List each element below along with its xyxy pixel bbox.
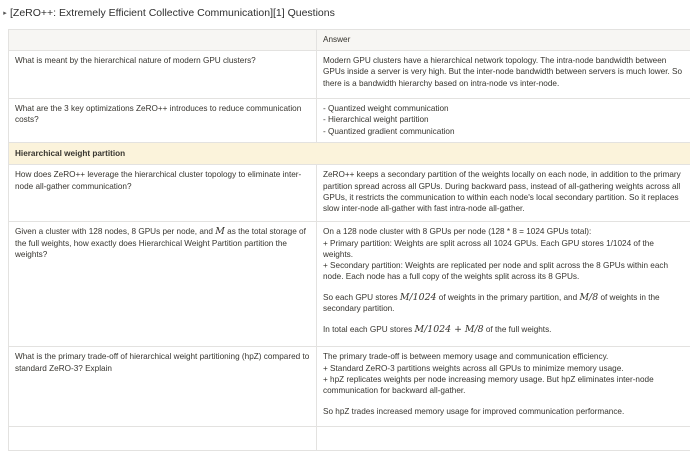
answer-text: Modern GPU clusters have a hierarchical network topology. The intra-node bandwidth between GPUs inside a server is very high. But the inter-node bandwidth between servers is much lower. So there is a bandwidth hierarchy based on intra-node vs inter-node. — [323, 55, 684, 89]
question-cell[interactable]: What is the primary trade-off of hierarchical weight partitioning (hpZ) compared to standard ZeRO-3? Explain — [9, 347, 317, 427]
answer-primary: + Primary partition: Weights are split across all 1024 GPUs. Each GPU stores 1/1024 of the weights. — [323, 238, 684, 260]
answer-cell[interactable] — [317, 51, 690, 99]
answer-line: - Hierarchical weight partition — [323, 114, 684, 125]
qa-table — [8, 29, 690, 451]
question-cell[interactable] — [9, 427, 317, 451]
table-row — [9, 99, 690, 143]
section-row — [9, 143, 690, 165]
math-symbol: M — [215, 226, 225, 237]
answer-line: The primary trade-off is between memory usage and communication efficiency. — [323, 351, 684, 362]
table-row — [9, 427, 690, 451]
page-heading — [0, 5, 335, 21]
answer-line: - Quantized weight communication — [323, 103, 684, 114]
math-expression: M/1024 + M/8 — [414, 324, 483, 335]
heading-title: [ZeRO++: Extremely Efficient Collective Communication][1] Questions — [10, 7, 335, 19]
answer-line: + hpZ replicates weights per node increasing memory usage. But hpZ eliminates inter-node communication for backward all-gather. — [323, 374, 684, 396]
answer-cell[interactable] — [317, 427, 690, 451]
answer-conclusion: So hpZ trades increased memory usage for improved communication performance. — [323, 406, 684, 417]
question-cell[interactable]: How does ZeRO++ leverage the hierarchical cluster topology to eliminate inter-node all-gather communication? — [9, 165, 317, 222]
section-title[interactable]: Hierarchical weight partition — [9, 143, 690, 165]
table-header-row — [9, 30, 690, 51]
answer-column-header: Answer — [317, 30, 690, 51]
math-expression: M/1024 — [400, 292, 437, 303]
answer-cell[interactable] — [317, 99, 690, 143]
question-cell[interactable]: What are the 3 key optimizations ZeRO++ introduces to reduce communication costs? — [9, 99, 317, 143]
question-text: Given a cluster with 128 nodes, 8 GPUs per node, and — [15, 227, 215, 236]
question-column-header — [9, 30, 317, 51]
answer-secondary: + Secondary partition: Weights are replicated per node and split across the 8 GPUs within each node. Each node has a full copy of the weights split across its 8 GPUs. — [323, 260, 684, 282]
table-row — [9, 347, 690, 427]
table-row — [9, 51, 690, 99]
question-text: as the total storage of the full weights, how exactly does Hierarchical Weight Partition partition the weights? — [15, 227, 306, 258]
table-row — [9, 222, 690, 347]
answer-intro: On a 128 node cluster with 8 GPUs per node (128 * 8 = 1024 GPUs total): — [323, 226, 684, 237]
answer-line: - Quantized gradient communication — [323, 126, 684, 137]
question-cell[interactable] — [9, 222, 317, 347]
answer-total: In total each GPU stores M/1024 + M/8 of the full weights. — [323, 324, 684, 335]
answer-cell[interactable] — [317, 347, 690, 427]
triangle-right-icon[interactable]: ▸ — [0, 9, 10, 17]
answer-line: + Standard ZeRO-3 partitions weights across all GPUs to minimize memory usage. — [323, 363, 684, 374]
answer-summary: So each GPU stores M/1024 of weights in the primary partition, and M/8 of weights in the secondary partition. — [323, 292, 684, 314]
table-row — [9, 165, 690, 222]
answer-cell[interactable] — [317, 165, 690, 222]
math-expression: M/8 — [579, 292, 598, 303]
answer-cell[interactable] — [317, 222, 690, 347]
question-cell[interactable]: What is meant by the hierarchical nature of modern GPU clusters? — [9, 51, 317, 99]
answer-text: ZeRO++ keeps a secondary partition of the weights locally on each node, in addition to the primary partition spread across all GPUs. During backward pass, instead of all-gathering weights across all GPUs, it restricts the communication to within each node's local secondary partition. So it replaces slow inter-node all-gather with fast intra-node all-gather. — [323, 169, 684, 214]
